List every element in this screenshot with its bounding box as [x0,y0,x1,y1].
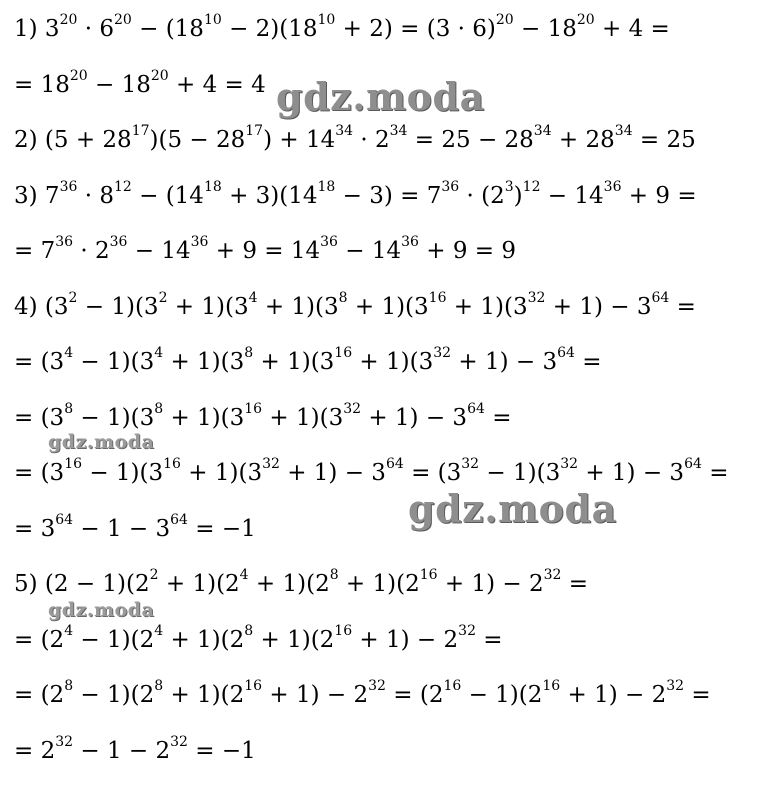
expression-text: · 2 [73,238,110,264]
expression-text: + 1)(2 [163,682,245,708]
expression-text: · (2 [459,183,505,209]
expression-text: = (2 [385,682,444,708]
exponent: 36 [320,234,338,251]
expression-text: = 25 [632,127,696,153]
exponent: 8 [338,290,348,307]
exponent: 16 [163,456,181,473]
expression-text: 2) (5 + 28 [14,127,132,153]
expression-text: + 1)(3 [163,349,245,375]
expression-text: + 1) − 3 [279,460,386,486]
expression-text: − 1)(3 [73,349,155,375]
expression-text: − 1)(2 [73,627,155,653]
equation-line [14,623,503,653]
exponent: 64 [385,456,404,473]
expression-text: − (18 [131,16,204,42]
expression-text: = [574,349,602,375]
expression-text: = (2 [14,682,65,708]
expression-text: + 1) − 3 [578,460,685,486]
exponent: 8 [244,623,254,640]
equation-line [14,179,697,209]
expression-text: + 1)(2 [158,571,240,597]
exponent: 8 [154,678,164,695]
expression-text: + 1) − 3 [451,349,558,375]
equation-line [14,68,266,98]
expression-text: + 1) − 3 [361,405,468,431]
exponent: 16 [428,290,447,307]
exponent: 2 [149,567,159,584]
expression-text: − 3) = 7 [335,183,442,209]
exponent: 64 [557,345,575,362]
exponent: 32 [666,678,685,695]
expression-text: = 3 [14,516,56,542]
exponent: 20 [150,68,169,85]
equation-line [14,234,517,264]
expression-text: + 1)(3 [167,294,249,320]
exponent: 8 [64,401,74,418]
exponent: 32 [55,734,74,751]
expression-text: 3) 7 [14,183,60,209]
exponent: 16 [542,678,561,695]
expression-text: + 1)(3 [180,460,263,486]
exponent: 20 [69,68,88,85]
exponent: 4 [239,567,249,584]
expression-text: 1) 3 [14,16,60,42]
exponent: 20 [113,12,132,29]
expression-text: − 1)(3 [77,294,159,320]
expression-text: · 2 [353,127,390,153]
expression-text: + 1)(3 [257,294,339,320]
expression-text: · 8 [77,183,114,209]
expression-text: + 1)(3 [262,405,344,431]
expression-text: + 1)(3 [163,405,245,431]
exponent: 32 [262,456,280,473]
exponent: 10 [203,12,222,29]
equation-line [14,512,256,542]
exponent: 20 [576,12,595,29]
exponent: 64 [467,401,485,418]
expression-text: + 9 = 14 [208,238,321,264]
exponent: 4 [154,345,164,362]
exponent: 32 [458,623,476,640]
expression-text: = [484,405,512,431]
exponent: 16 [334,345,353,362]
exponent: 36 [55,234,74,251]
exponent: 8 [329,567,339,584]
expression-text: − 1)(3 [73,405,155,431]
exponent: 34 [389,123,408,140]
exponent: 16 [244,401,263,418]
expression-text: − 1)(2 [461,682,543,708]
expression-text: + 3)(14 [221,183,318,209]
expression-text: ) + 14 [263,127,336,153]
watermark: gdz.moda [48,431,155,453]
expression-text: + 1) − 2 [262,682,369,708]
expression-text: + 1)(3 [446,294,528,320]
expression-text: )(5 − 28 [149,127,246,153]
expression-text: − 1 − 3 [73,516,171,542]
exponent: 8 [64,678,74,695]
exponent: 4 [154,623,164,640]
expression-text: + 9 = [621,183,697,209]
exponent: 32 [461,456,480,473]
expression-text: + 9 = 9 [418,238,517,264]
expression-text: = 25 − 28 [407,127,534,153]
expression-text: = (2 [14,627,65,653]
exponent: 10 [317,12,336,29]
expression-text: = [561,571,589,597]
exponent: 32 [343,401,362,418]
exponent: 36 [59,179,78,196]
expression-text: + 2) = (3 · 6) [335,16,496,42]
expression-text: + 1) − 2 [352,627,459,653]
exponent: 32 [560,456,579,473]
exponent: 16 [64,456,83,473]
expression-text: − 1)(2 [73,682,155,708]
exponent: 16 [419,567,438,584]
expression-text: − 2)(18 [221,16,318,42]
exponent: 36 [401,234,419,251]
exponent: 12 [522,179,541,196]
exponent: 18 [317,179,336,196]
expression-text: − 14 [540,183,604,209]
exponent: 4 [64,345,74,362]
exponent: 2 [68,290,78,307]
expression-text: = −1 [187,516,256,542]
expression-text: = 7 [14,238,56,264]
exponent: 64 [684,456,702,473]
expression-text: = (3 [403,460,462,486]
exponent: 4 [64,623,74,640]
expression-text: 5) (2 − 1)(2 [14,571,150,597]
equation-line [14,734,256,764]
exponent: 17 [245,123,264,140]
expression-text: + 4 = [594,16,670,42]
watermark: gdz.moda [408,486,617,531]
expression-text: − 1)(3 [479,460,561,486]
equation-line [14,678,711,708]
expression-text: = 2 [14,738,56,764]
exponent: 34 [614,123,633,140]
equation-line [14,123,696,153]
equation-line [14,456,729,486]
watermark: gdz.moda [48,599,155,621]
exponent: 36 [603,179,622,196]
expression-text: + 1)(3 [347,294,429,320]
exponent: 12 [113,179,132,196]
exponent: 64 [170,512,188,529]
exponent: 16 [334,623,353,640]
expression-text: + 1)(2 [248,571,330,597]
expression-text: ) [513,183,523,209]
expression-text: + 1)(2 [338,571,420,597]
expression-text: = (3 [14,349,65,375]
expression-text: − (14 [131,183,204,209]
expression-text: + 1) − 2 [437,571,544,597]
watermark: gdz.moda [276,74,485,119]
expression-text: = (3 [14,405,65,431]
expression-text: − 14 [337,238,402,264]
expression-text: + 1)(2 [253,627,335,653]
exponent: 20 [59,12,78,29]
exponent: 32 [433,345,452,362]
exponent: 16 [244,678,263,695]
expression-text: = (3 [14,460,65,486]
exponent: 16 [443,678,462,695]
expression-text: = [701,460,729,486]
expression-text: = 18 [14,72,70,98]
expression-text: − 1 − 2 [73,738,171,764]
exponent: 4 [248,290,258,307]
exponent: 2 [158,290,168,307]
expression-text: + 28 [551,127,615,153]
expression-text: = −1 [187,738,256,764]
equation-line [14,567,589,597]
equation-line [14,345,602,375]
expression-text: − 1)(3 [82,460,164,486]
expression-text: − 18 [513,16,577,42]
exponent: 64 [651,290,670,307]
exponent: 32 [170,734,188,751]
equation-line [14,12,670,42]
expression-text: = [475,627,503,653]
expression-text: = [684,682,711,708]
exponent: 36 [441,179,460,196]
exponent: 3 [504,179,514,196]
expression-text: · 6 [77,16,114,42]
exponent: 17 [131,123,150,140]
expression-text: + 1)(3 [352,349,434,375]
exponent: 36 [190,234,209,251]
exponent: 32 [368,678,386,695]
exponent: 34 [533,123,552,140]
exponent: 8 [244,345,254,362]
expression-text: + 1) − 3 [545,294,652,320]
expression-text: − 18 [87,72,151,98]
expression-text: 4) (3 [14,294,69,320]
expression-text: = [669,294,696,320]
expression-text: + 1)(2 [163,627,245,653]
exponent: 34 [335,123,354,140]
expression-text: + 1)(3 [253,349,335,375]
expression-text: − 14 [127,238,191,264]
equation-line [14,401,512,431]
exponent: 32 [527,290,546,307]
exponent: 18 [203,179,222,196]
exponent: 32 [543,567,562,584]
exponent: 8 [154,401,164,418]
expression-text: + 4 = 4 [168,72,266,98]
exponent: 20 [495,12,514,29]
exponent: 64 [55,512,74,529]
equation-line [14,290,696,320]
exponent: 36 [109,234,128,251]
expression-text: + 1) − 2 [560,682,667,708]
